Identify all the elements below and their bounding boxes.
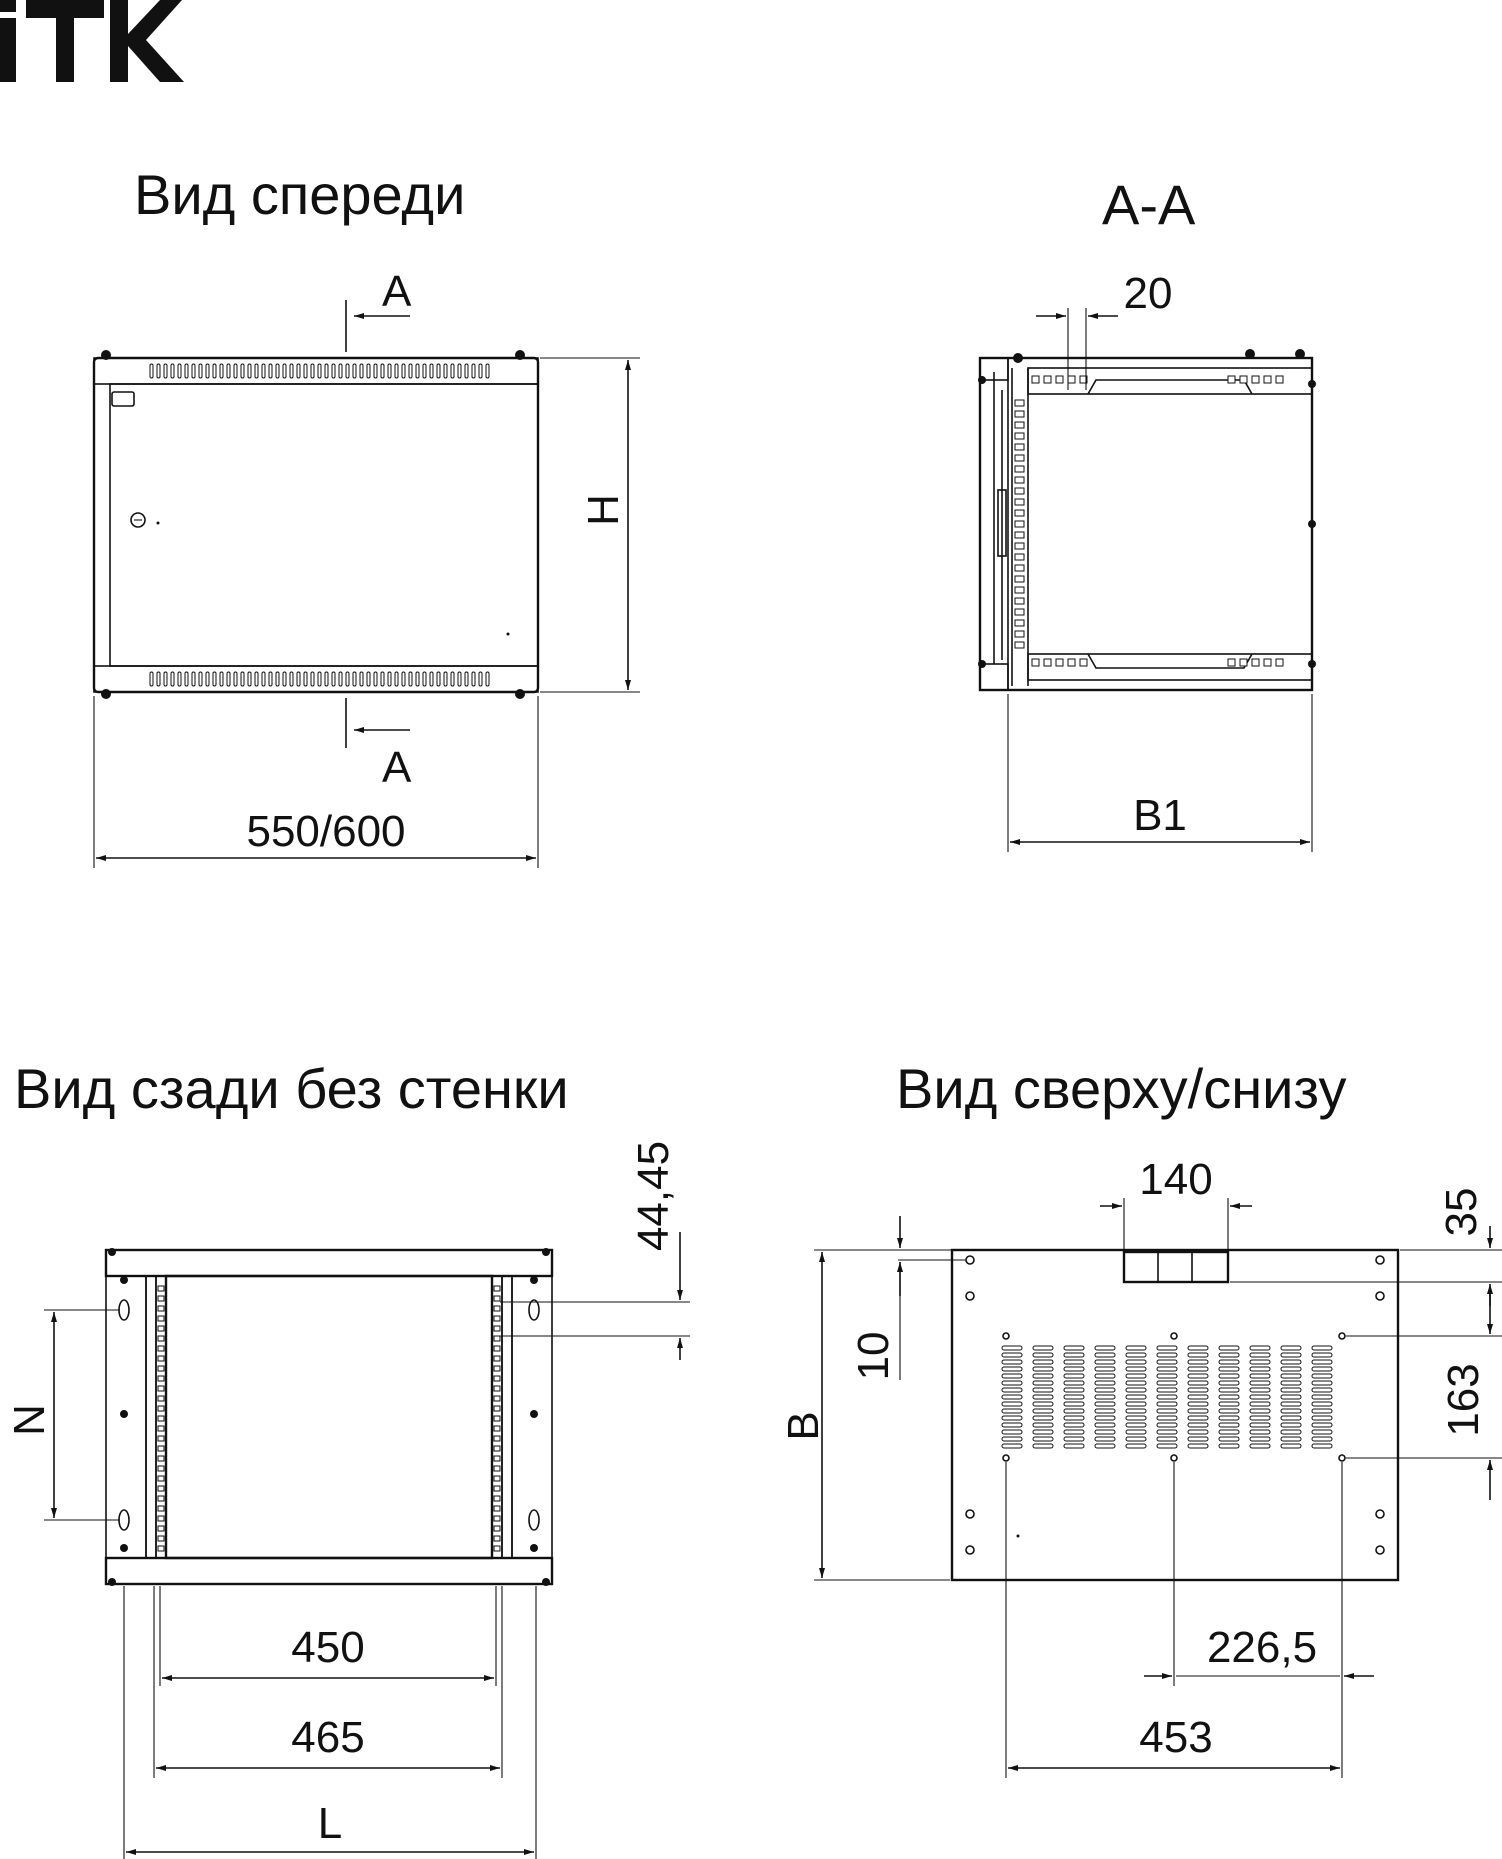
top-hole-spacing-label: 226,5 (1206, 1623, 1318, 1672)
rear-inner-width-label: 450 (291, 1623, 365, 1672)
section-marker-bottom: A (382, 743, 412, 792)
front-view (94, 267, 640, 868)
rear-overall-width-label: L (317, 1799, 343, 1848)
top-entry-width-label: 140 (1139, 1155, 1213, 1204)
top-view-title: Вид сверху/снизу (896, 1057, 1347, 1120)
section-bottom-holes (1032, 659, 1283, 666)
rear-rail-width-label: 465 (291, 1713, 365, 1762)
top-hole-offset-label: 10 (849, 1331, 898, 1381)
top-depth-label: B (779, 1411, 828, 1441)
top-entry-offset-label: 35 (1437, 1187, 1486, 1237)
rear-rail-holes (158, 1286, 500, 1551)
section-view-title: A-A (1102, 173, 1196, 236)
cable-entry (1124, 1252, 1228, 1282)
front-top-vent (150, 364, 489, 378)
rear-pitch-label: 44,45 (629, 1140, 678, 1252)
rear-view (5, 1141, 690, 1859)
itk-logo (0, 0, 184, 82)
height-label: H (579, 494, 628, 526)
section-rail-holes (1015, 400, 1024, 648)
top-grille-depth-label: 163 (1439, 1363, 1488, 1437)
front-view-title: Вид спереди (134, 163, 466, 226)
section-width-label: B1 (1133, 791, 1187, 840)
section-view (978, 269, 1316, 852)
rear-keyhole-icons (119, 1300, 539, 1530)
rear-view-title: Вид сзади без стенки (14, 1057, 569, 1120)
front-lock-icon (131, 513, 145, 527)
front-bottom-vent (150, 672, 489, 686)
front-width-label: 550/600 (246, 807, 406, 856)
ventilation-grille (1002, 1346, 1332, 1448)
section-offset-label: 20 (1123, 269, 1173, 318)
top-grille-width-label: 453 (1139, 1713, 1213, 1762)
top-view (779, 1155, 1502, 1778)
rear-mount-height-label: N (5, 1404, 54, 1436)
section-marker-top: A (382, 267, 412, 316)
